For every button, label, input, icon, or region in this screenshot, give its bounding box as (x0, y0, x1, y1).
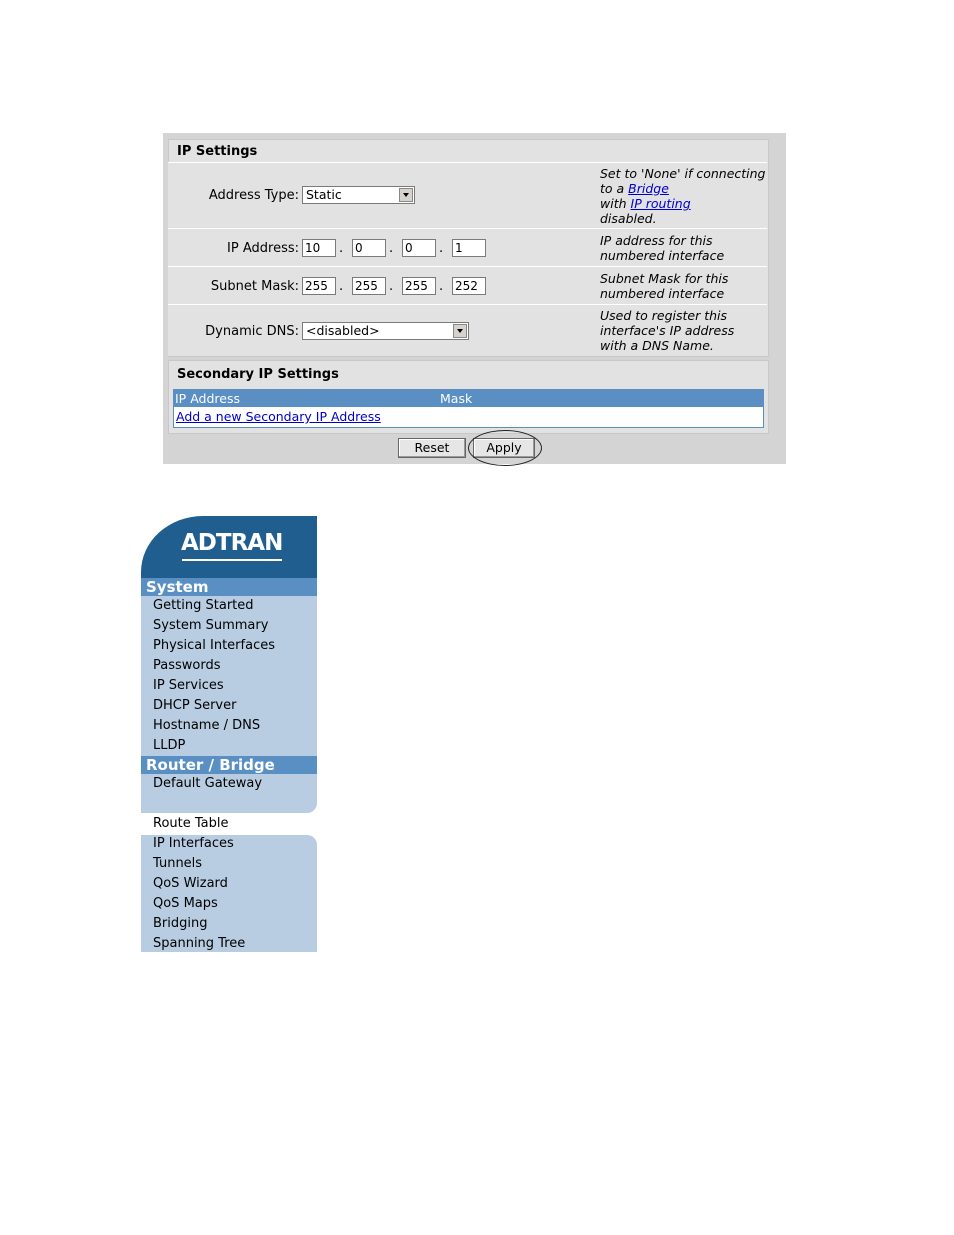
chevron-down-icon[interactable] (399, 188, 413, 202)
subnet-mask-label: Subnet Mask: (210, 279, 299, 294)
address-type-value: Static (306, 187, 342, 202)
dynamic-dns-help (600, 308, 734, 353)
dot-separator: . (439, 241, 444, 256)
help-text: with (600, 196, 627, 211)
address-type-label: Address Type: (208, 188, 299, 203)
dot-separator: . (389, 279, 394, 294)
column-ip-address: IP Address (175, 391, 240, 406)
ip-octet-3[interactable]: 0 (402, 239, 436, 257)
reset-button[interactable]: Reset (398, 438, 466, 458)
dynamic-dns-value: <disabled> (306, 323, 380, 338)
mask-octet-3[interactable]: 255 (402, 277, 436, 295)
ip-octet-1[interactable]: 10 (302, 239, 336, 257)
chevron-down-icon[interactable] (453, 324, 467, 338)
ip-address-label: IP Address: (227, 241, 299, 256)
ip-octet-4[interactable]: 1 (452, 239, 486, 257)
logo-header (141, 516, 317, 578)
apply-highlight-circle (468, 430, 542, 466)
nav-router-block (141, 774, 317, 794)
help-text: Subnet Mask for this (600, 271, 729, 286)
ip-address-row (168, 228, 767, 266)
dot-separator: . (339, 241, 344, 256)
nav-curve-top (141, 794, 317, 813)
dot-separator: . (339, 279, 344, 294)
help-text: numbered interface (600, 248, 725, 263)
nav-curve-bottom (141, 835, 317, 952)
ip-octet-2[interactable]: 0 (352, 239, 386, 257)
nav-item-getting-started[interactable]: Getting Started (153, 598, 254, 613)
nav-item-dhcp-server[interactable]: DHCP Server (153, 698, 237, 713)
nav-item-system-summary[interactable]: System Summary (153, 618, 269, 633)
secondary-ip-title: Secondary IP Settings (177, 367, 339, 382)
adtran-logo: ADTRAN (181, 530, 283, 556)
help-text: Set to 'None' if connecting to a (600, 166, 766, 196)
nav-item-qos-maps[interactable]: QoS Maps (153, 896, 218, 911)
address-type-select[interactable] (302, 186, 415, 204)
help-text: interface's IP address (600, 323, 735, 338)
nav-section-router-bridge: Router / Bridge (141, 756, 317, 774)
dot-separator: . (389, 241, 394, 256)
nav-item-route-table[interactable]: Route Table (153, 816, 229, 831)
ip-settings-panel (163, 133, 786, 464)
nav-item-hostname-dns[interactable]: Hostname / DNS (153, 718, 261, 733)
dynamic-dns-label: Dynamic DNS: (205, 324, 299, 339)
dynamic-dns-row (168, 304, 767, 356)
ip-routing-link[interactable]: IP routing (630, 196, 691, 211)
nav-item-bridging[interactable]: Bridging (153, 916, 208, 931)
help-text: with a DNS Name. (600, 338, 714, 353)
secondary-ip-table (173, 389, 764, 428)
nav-item-physical-interfaces[interactable]: Physical Interfaces (153, 638, 275, 653)
ip-settings-title: IP Settings (177, 144, 258, 159)
nav-sidebar (141, 516, 317, 952)
nav-item-qos-wizard[interactable]: QoS Wizard (153, 876, 228, 891)
mask-octet-4[interactable]: 252 (452, 277, 486, 295)
bridge-link[interactable]: Bridge (628, 181, 669, 196)
nav-item-ip-interfaces[interactable]: IP Interfaces (153, 836, 234, 851)
mask-octet-2[interactable]: 255 (352, 277, 386, 295)
table-header (174, 390, 763, 407)
nav-system-block (141, 596, 317, 756)
nav-item-spanning-tree[interactable]: Spanning Tree (153, 936, 246, 951)
subnet-mask-row (168, 266, 767, 304)
add-secondary-ip-link[interactable]: Add a new Secondary IP Address (176, 409, 381, 424)
address-type-row (168, 162, 767, 228)
dynamic-dns-select[interactable] (302, 322, 469, 340)
column-mask: Mask (440, 391, 473, 406)
help-text: numbered interface (600, 286, 725, 301)
nav-item-ip-services[interactable]: IP Services (153, 678, 224, 693)
nav-item-passwords[interactable]: Passwords (153, 658, 221, 673)
help-text: disabled. (600, 211, 657, 226)
mask-octet-1[interactable]: 255 (302, 277, 336, 295)
nav-item-lldp[interactable]: LLDP (153, 738, 186, 753)
subnet-mask-help (600, 271, 728, 301)
logo-underline (182, 559, 282, 561)
nav-item-tunnels[interactable]: Tunnels (153, 856, 203, 871)
nav-item-default-gateway[interactable]: Default Gateway (153, 776, 263, 791)
dot-separator: . (439, 279, 444, 294)
address-type-help (600, 166, 767, 226)
help-text: Used to register this (600, 308, 728, 323)
nav-section-system: System (141, 578, 317, 596)
ip-address-help (600, 233, 724, 263)
help-text: IP address for this (600, 233, 713, 248)
apply-button[interactable]: Apply (473, 438, 535, 458)
